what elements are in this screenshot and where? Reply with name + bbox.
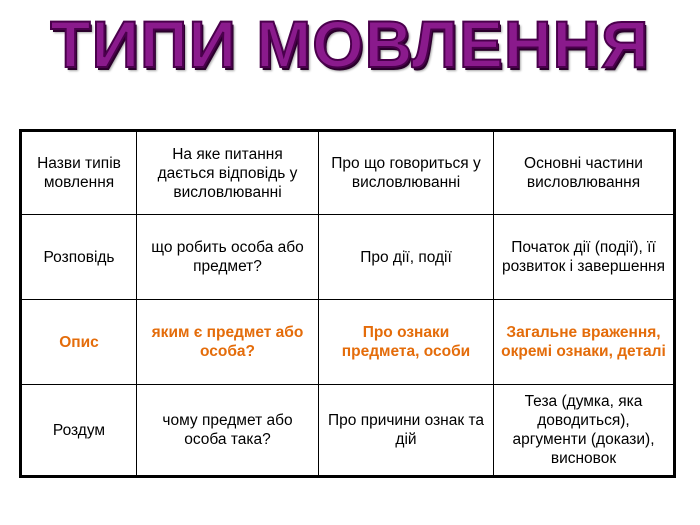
header-cell-question: На яке питання дається відповідь у висловлюванні (137, 131, 319, 215)
page-title: ТИПИ МОВЛЕННЯ (50, 7, 650, 81)
table-cell: Роздум (21, 385, 137, 477)
speech-types-table (19, 129, 676, 478)
header-cell-subject: Про що говориться у висловлюванні (319, 131, 494, 215)
table-cell: Розповідь (21, 215, 137, 300)
table-cell: Опис (21, 300, 137, 385)
table-row-narration (21, 215, 675, 300)
table-cell: Про причини ознак та дій (319, 385, 494, 477)
table-cell: чому предмет або особа така? (137, 385, 319, 477)
table-cell: Теза (думка, яка доводиться), аргументи (докази), висновок (494, 385, 675, 477)
table-cell: Про дії, події (319, 215, 494, 300)
table-cell: Початок дії (події), її розвиток і завершення (494, 215, 675, 300)
table-row-description (21, 300, 675, 385)
table-cell: Загальне враження, окремі ознаки, деталі (494, 300, 675, 385)
header-cell-main-parts: Основні частини висловлювання (494, 131, 675, 215)
table-row-reasoning (21, 385, 675, 477)
table-cell: яким є предмет або особа? (137, 300, 319, 385)
table-cell: Про ознаки предмета, особи (319, 300, 494, 385)
table-cell: що робить особа або предмет? (137, 215, 319, 300)
header-cell-speech-type-names: Назви типів мовлення (21, 131, 137, 215)
table-header-row (21, 131, 675, 215)
